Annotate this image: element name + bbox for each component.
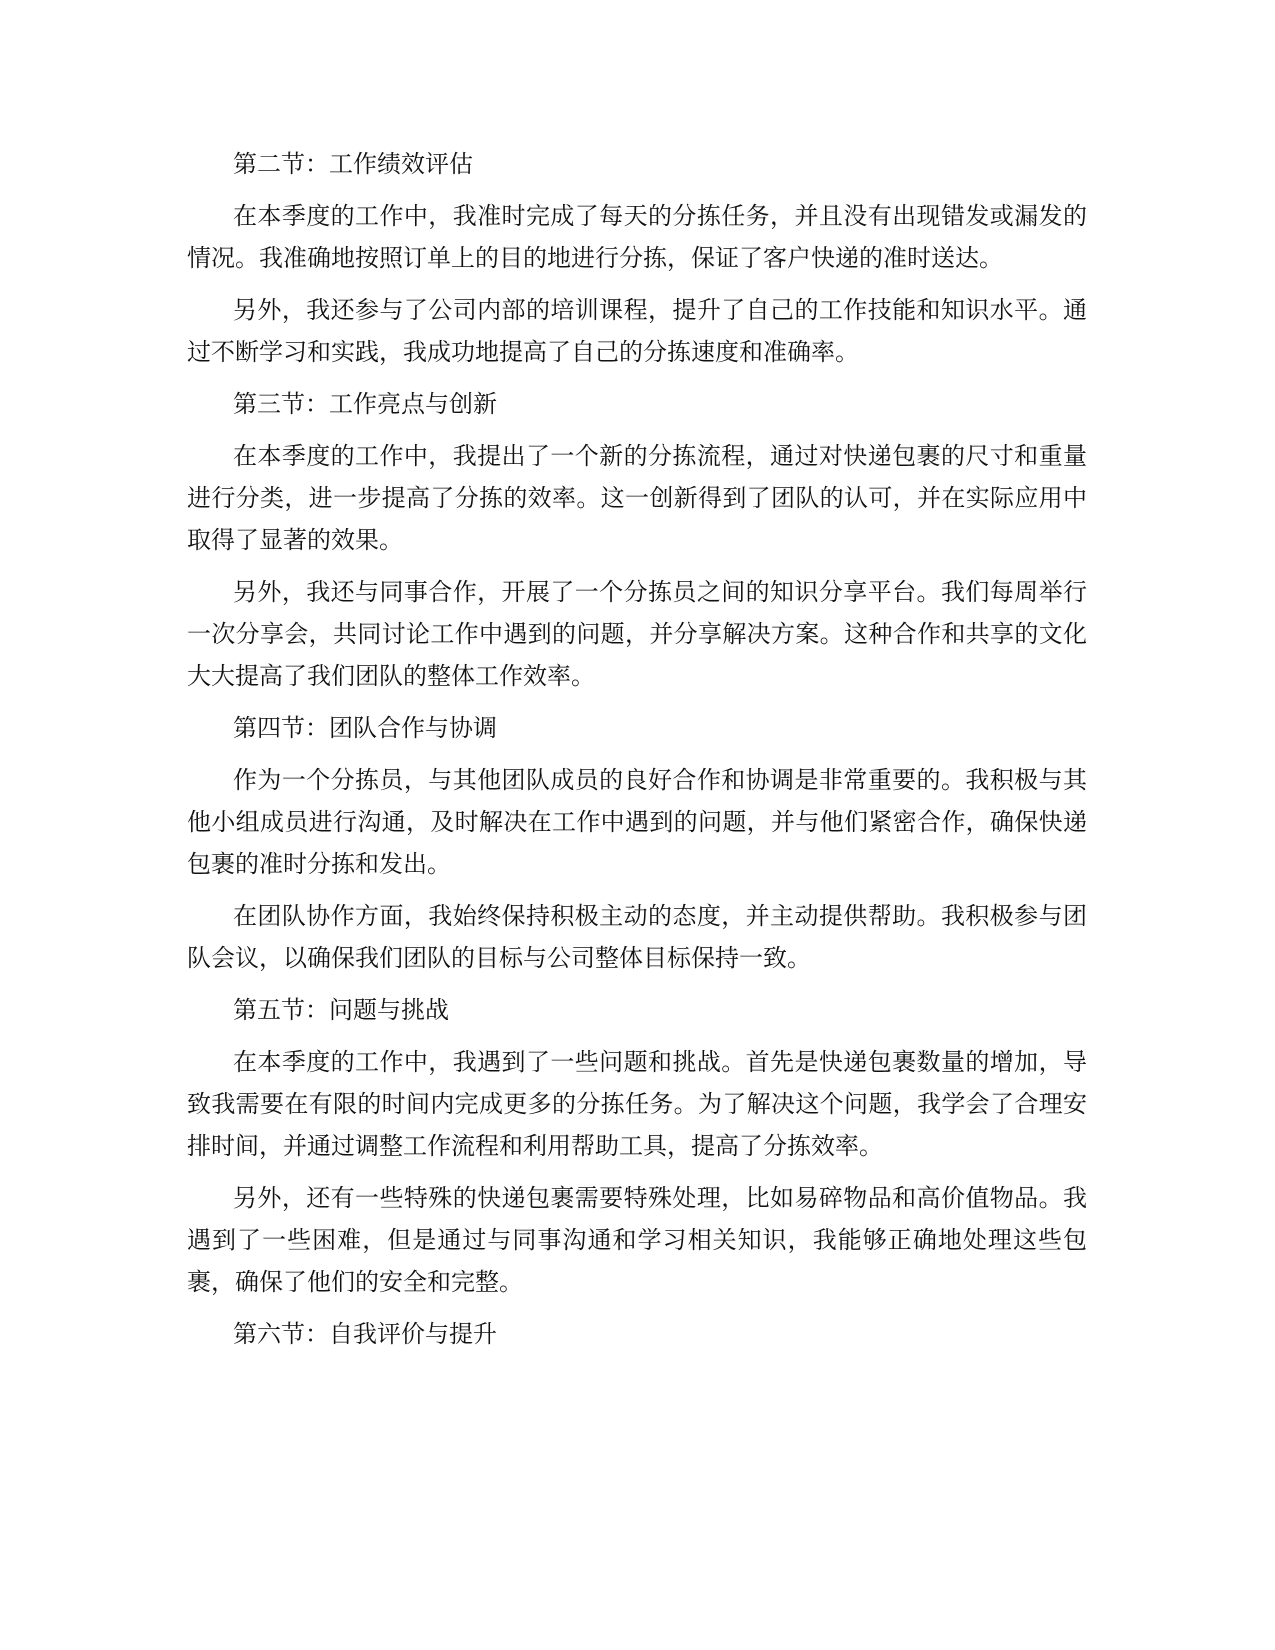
section-heading-6: 第六节：自我评价与提升 — [233, 1320, 497, 1348]
paragraph: 另外，我还参与了公司内部的培训课程，提升了自己的工作技能和知识水平。通过不断学习和实践，我成功地提高了自己的分拣速度和准确率。 — [187, 296, 1087, 366]
section-heading-5: 第五节：问题与挑战 — [233, 996, 449, 1024]
paragraph: 在本季度的工作中，我遇到了一些问题和挑战。首先是快递包裹数量的增加，导致我需要在有限的时间内完成更多的分拣任务。为了解决这个问题，我学会了合理安排时间，并通过调整工作流程和利用帮助工具，提高了分拣效率。 — [187, 1048, 1087, 1160]
section-heading-2: 第二节：工作绩效评估 — [233, 150, 473, 178]
paragraph: 另外，还有一些特殊的快递包裹需要特殊处理，比如易碎物品和高价值物品。我遇到了一些困难，但是通过与同事沟通和学习相关知识，我能够正确地处理这些包裹，确保了他们的安全和完整。 — [187, 1184, 1087, 1296]
paragraph: 在团队协作方面，我始终保持积极主动的态度，并主动提供帮助。我积极参与团队会议，以确保我们团队的目标与公司整体目标保持一致。 — [187, 902, 1087, 972]
paragraph: 在本季度的工作中，我提出了一个新的分拣流程，通过对快递包裹的尺寸和重量进行分类，进一步提高了分拣的效率。这一创新得到了团队的认可，并在实际应用中取得了显著的效果。 — [187, 442, 1087, 554]
section-heading-3: 第三节：工作亮点与创新 — [233, 390, 497, 418]
paragraph: 在本季度的工作中，我准时完成了每天的分拣任务，并且没有出现错发或漏发的情况。我准确地按照订单上的目的地进行分拣，保证了客户快递的准时送达。 — [187, 202, 1087, 272]
paragraph: 作为一个分拣员，与其他团队成员的良好合作和协调是非常重要的。我积极与其他小组成员进行沟通，及时解决在工作中遇到的问题，并与他们紧密合作，确保快递包裹的准时分拣和发出。 — [187, 766, 1087, 878]
document-body — [187, 143, 1087, 1365]
section-heading-4: 第四节：团队合作与协调 — [233, 714, 497, 742]
paragraph: 另外，我还与同事合作，开展了一个分拣员之间的知识分享平台。我们每周举行一次分享会，共同讨论工作中遇到的问题，并分享解决方案。这种合作和共享的文化大大提高了我们团队的整体工作效率。 — [187, 578, 1087, 690]
